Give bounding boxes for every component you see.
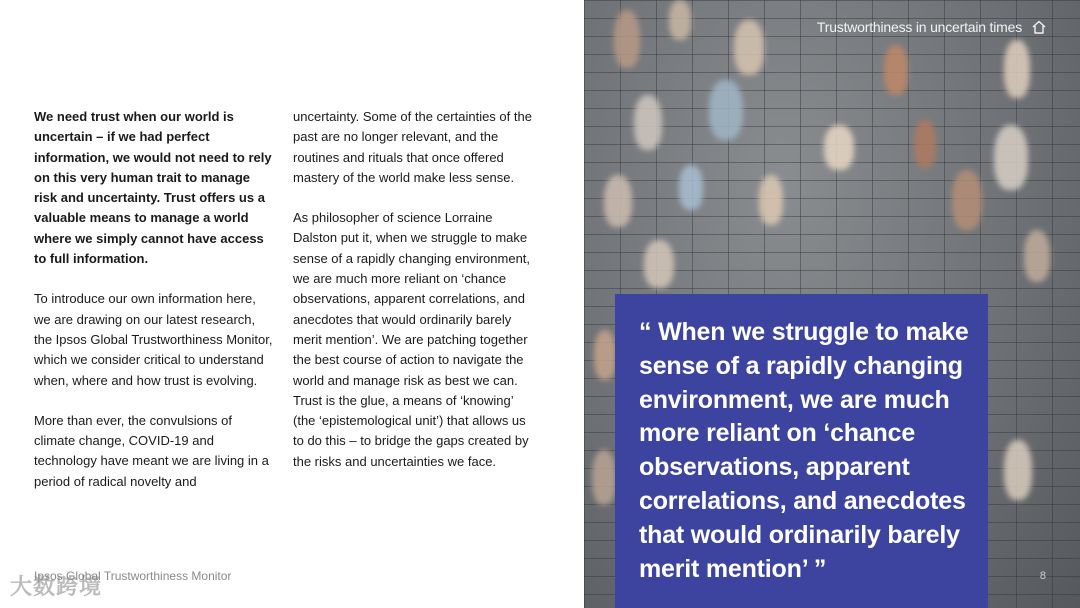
home-icon[interactable] [1031,19,1047,35]
blurred-person [709,80,743,140]
close-quote-mark: ” [813,554,827,583]
watermark: 大数跨境 [10,574,103,599]
intro-paragraph: We need trust when our world is uncertain – if we had perfect information, we would not need to rely on this very human trait to manage risk and uncertainty. Trust offers us a valuable means to manage a world where we simply cannot have access to full information. [34,109,272,267]
blurred-person [669,0,691,40]
pull-quote [615,294,988,608]
pull-quote-text [639,316,979,586]
blurred-person [914,120,936,168]
blurred-person [1024,230,1050,282]
blurred-person [884,45,908,95]
body-paragraph: uncertainty. Some of the certainties of the past are no longer relevant, and the routines and rituals that once offered mastery of the world make less sense. [293,109,532,185]
section-title: Trustworthiness in uncertain times [816,19,1022,35]
blurred-person [604,175,632,227]
blurred-person [644,240,674,288]
blurred-person [824,125,854,170]
blurred-person [952,170,982,230]
footer-title: Ipsos Global Trustworthiness Monitor [34,569,232,583]
body-paragraph: More than ever, the convulsions of climate change, COVID-19 and technology have meant we are living in a period of radical novelty and [34,412,269,489]
open-quote-mark: “ [639,318,652,346]
blurred-person [759,175,783,225]
text-column-2 [293,107,533,492]
blurred-person [734,20,764,75]
blurred-person [1004,40,1030,98]
body-paragraph: To introduce our own information here, we are drawing on our latest research, the Ipsos Global Trustworthiness Monitor, which we consider critical to understand when, where and how trust is evolving. [34,291,273,388]
blurred-person [594,330,616,380]
body-paragraph: As philosopher of science Lorraine Dalston put it, when we struggle to make sense of a rapidly changing environment, we are much more reliant on ‘chance observations, apparent correlations, and anecdotes that would ordinarily barely merit mention’. We are patching together the best course of action to navigate the world and manage risk as best we can. Trust is the glue, a means of ‘knowing’ (the ‘epistemological unit’) that allows us to do this – to bridge the gaps created by the risks and uncertainties we face. [293,210,531,469]
blurred-person [592,450,616,505]
blurred-person [994,125,1028,190]
text-column-1 [34,107,274,512]
blurred-person [614,10,640,68]
blurred-person [1004,440,1032,500]
page-number: 8 [1039,570,1046,582]
blurred-person [679,165,703,210]
blurred-person [634,95,662,150]
quote-body: When we struggle to make sense of a rapidly changing environment, we are much more reliant on ‘chance observations, apparent correlations, and anecdotes that would ordinarily barely merit mention’ [639,318,969,583]
